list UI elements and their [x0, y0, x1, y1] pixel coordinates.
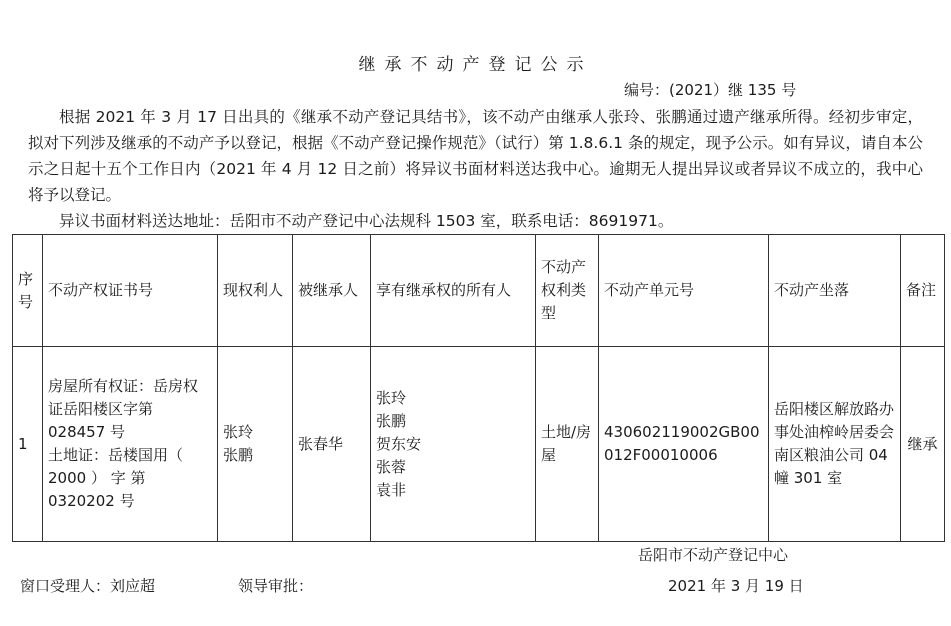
header-seq: 序号 [13, 235, 43, 347]
notice-title: 继承不动产登记公示 [358, 55, 593, 75]
cell-current-owner: 张玲 张鹏 [218, 347, 293, 542]
cell-heirs [371, 347, 536, 542]
cell-right-type: 土地/房屋 [536, 347, 599, 542]
header-decedent: 被继承人 [293, 235, 371, 347]
leader-approval: 领导审批： [238, 577, 314, 595]
heir-name: 贺东安 [376, 434, 422, 453]
property-table [12, 234, 945, 542]
header-right-type: 不动产权利类型 [536, 235, 599, 347]
notice-paragraph-address: 异议书面材料送达地址：岳阳市不动产登记中心法规科 1503 室，联系电话：8691971。 [59, 212, 674, 230]
header-location: 不动产坐落 [769, 235, 901, 347]
notice-body [28, 104, 923, 234]
header-remark: 备注 [901, 235, 945, 347]
header-unit-no: 不动产单元号 [599, 235, 769, 347]
window-clerk: 窗口受理人：刘应超 [20, 577, 156, 595]
heir-name: 张鹏 [376, 411, 407, 430]
header-heirs: 享有继承权的所有人 [371, 235, 536, 347]
cell-cert-no: 房屋所有权证：岳房权证岳阳楼区字第 028457 号 土地证：岳楼国用（ 2000 ） 字 第 0320202 号 [43, 347, 218, 542]
notice-paragraph-main: 根据 2021 年 3 月 17 日出具的《继承不动产登记具结书》，该不动产由继承人张玲、张鹏通过遗产继承所得。经初步审定， 拟对下列涉及继承的不动产予以登记，根据《不动产登记操作规范》（试行）第 1.8.6.1 条的规定，现予公示。如有异议，请自本公示之日起十五个工作日内（2021 年 4 月 12 日之前）将异议书面材料送达我中心。逾期无人提出异议或者异议不成立的，我中心将予以登记。 [28, 108, 923, 204]
table-row [13, 347, 945, 542]
cell-decedent: 张春华 [293, 347, 371, 542]
table-header-row [13, 235, 945, 347]
header-current-owner: 现权利人 [218, 235, 293, 347]
heir-name: 张蓉 [376, 457, 407, 476]
header-cert-no: 不动产权证书号 [43, 235, 218, 347]
cell-unit-no: 430602119002GB00012F00010006 [599, 347, 769, 542]
issuing-organization: 岳阳市不动产登记中心 [638, 546, 789, 564]
document-number: 编号：(2021）继 135 号 [624, 81, 797, 99]
heir-name: 张玲 [376, 388, 407, 407]
cell-location: 岳阳楼区解放路办事处油榨岭居委会南区粮油公司 04 幢 301 室 [769, 347, 901, 542]
cell-remark: 继承 [901, 347, 945, 542]
issue-date: 2021 年 3 月 19 日 [668, 577, 804, 595]
heir-name: 袁非 [376, 480, 407, 499]
cell-seq: 1 [13, 347, 43, 542]
